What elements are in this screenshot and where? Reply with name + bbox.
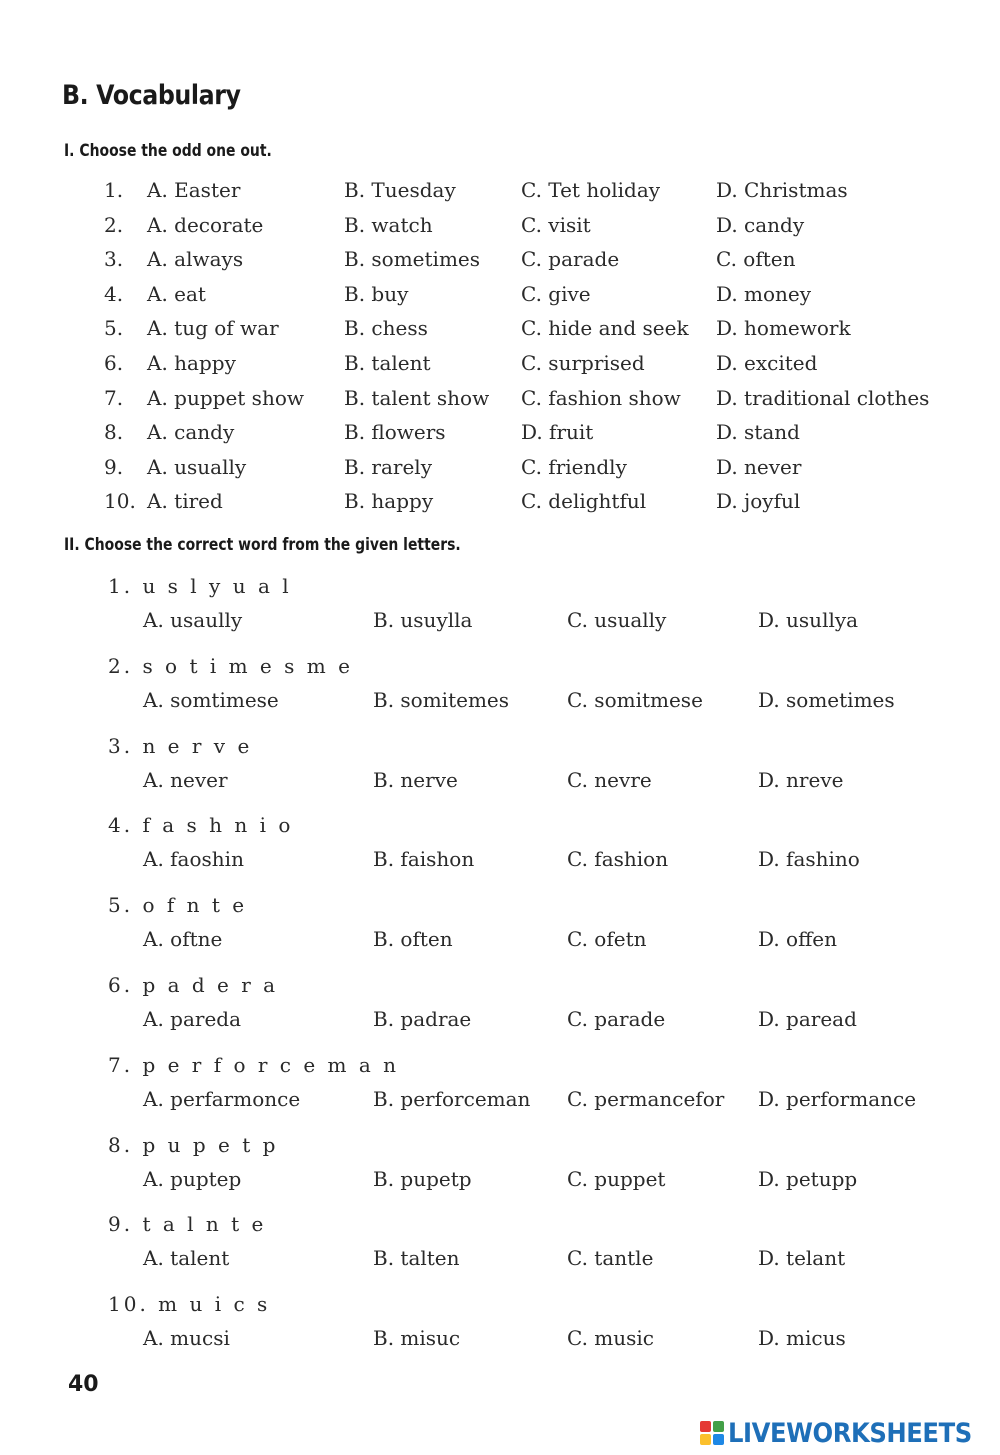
section1-heading: I. Choose the odd one out. <box>64 141 272 161</box>
option-a[interactable]: A. decorate <box>147 212 264 237</box>
option-b[interactable]: B. usuylla <box>373 608 473 632</box>
scrambled-word: 8. p u p e t p <box>108 1132 279 1157</box>
option-d[interactable]: D. candy <box>716 212 805 237</box>
scrambled-word: 10. m u i c s <box>108 1292 271 1317</box>
brand-name: LIVEWORKSHEETS <box>728 1417 972 1449</box>
option-b[interactable]: B. buy <box>344 281 409 306</box>
option-d[interactable]: D. excited <box>716 351 818 375</box>
question-number: 2. <box>104 212 124 237</box>
option-b[interactable]: B. often <box>373 927 453 952</box>
option-d[interactable]: D. performance <box>758 1086 917 1111</box>
option-d[interactable]: D. offen <box>758 927 838 952</box>
option-b[interactable]: B. watch <box>344 212 433 237</box>
option-c[interactable]: C. ofetn <box>567 927 647 952</box>
option-d[interactable]: D. homework <box>716 316 851 341</box>
option-d[interactable]: D. fashino <box>758 847 860 872</box>
option-a[interactable]: A. faoshin <box>143 847 244 872</box>
page-title: B. Vocabulary <box>62 80 241 111</box>
option-a[interactable]: A. puppet show <box>147 385 304 410</box>
option-b[interactable]: B. happy <box>344 489 434 514</box>
option-b[interactable]: B. talten <box>373 1246 460 1271</box>
option-d[interactable]: D. traditional clothes <box>716 385 930 410</box>
option-c[interactable]: C. delightful <box>521 489 647 514</box>
option-a[interactable]: A. puptep <box>143 1166 242 1191</box>
option-b[interactable]: B. pupetp <box>373 1166 472 1191</box>
question-number: 9. <box>104 454 124 479</box>
option-c[interactable]: C. permancefor <box>567 1086 725 1111</box>
option-d[interactable]: D. nreve <box>758 767 844 792</box>
option-c[interactable]: C. puppet <box>567 1166 666 1191</box>
option-a[interactable]: A. happy <box>147 351 236 375</box>
option-a[interactable]: A. never <box>143 767 228 792</box>
scrambled-word: 4. f a s h n i o <box>108 813 294 838</box>
option-b[interactable]: B. talent show <box>344 385 490 410</box>
page-number: 40 <box>68 1372 99 1397</box>
option-a[interactable]: A. pareda <box>143 1007 242 1031</box>
scrambled-word: 3. n e r v e <box>108 733 253 758</box>
section2-heading: II. Choose the correct word from the given letters. <box>64 535 461 555</box>
option-a[interactable]: A. usaully <box>143 608 243 632</box>
question-number: 7. <box>104 385 124 410</box>
option-d[interactable]: D. usullya <box>758 608 859 632</box>
option-d[interactable]: D. sometimes <box>758 687 895 712</box>
brand-logo-icon <box>700 1421 724 1445</box>
option-d[interactable]: D. joyful <box>716 489 801 514</box>
option-c[interactable]: C. hide and seek <box>521 316 689 341</box>
question-number: 8. <box>104 420 124 445</box>
option-c[interactable]: C. Tet holiday <box>521 178 661 202</box>
liveworksheets-logo[interactable] <box>700 1418 999 1448</box>
option-a[interactable]: A. tired <box>147 489 223 514</box>
option-d[interactable]: D. never <box>716 454 802 479</box>
option-c[interactable]: C. nevre <box>567 767 652 792</box>
option-c[interactable]: D. fruit <box>521 420 594 445</box>
option-c[interactable]: C. somitmese <box>567 687 703 712</box>
option-a[interactable]: A. candy <box>147 420 235 445</box>
option-d[interactable]: D. stand <box>716 420 800 445</box>
option-c[interactable]: C. give <box>521 281 591 306</box>
option-b[interactable]: B. padrae <box>373 1007 472 1031</box>
option-b[interactable]: B. rarely <box>344 454 432 479</box>
option-d[interactable]: D. Christmas <box>716 178 848 202</box>
question-number: 6. <box>104 351 124 375</box>
option-a[interactable]: A. eat <box>147 281 206 306</box>
option-c[interactable]: C. visit <box>521 212 591 237</box>
option-d[interactable]: D. micus <box>758 1326 846 1351</box>
option-d[interactable]: D. telant <box>758 1246 846 1271</box>
option-d[interactable]: C. often <box>716 247 796 272</box>
scrambled-word: 5. o f n t e <box>108 893 248 918</box>
option-a[interactable]: A. talent <box>143 1246 230 1271</box>
option-a[interactable]: A. oftne <box>143 927 223 952</box>
option-c[interactable]: C. parade <box>567 1007 666 1031</box>
option-c[interactable]: C. fashion show <box>521 385 681 410</box>
option-a[interactable]: A. mucsi <box>143 1326 230 1351</box>
scrambled-word: 6. p a d e r a <box>108 973 279 997</box>
option-a[interactable]: A. usually <box>147 454 247 479</box>
option-b[interactable]: B. misuc <box>373 1326 461 1351</box>
option-a[interactable]: A. perfarmonce <box>143 1086 301 1111</box>
scrambled-word: 1. u s l y u a l <box>108 574 292 598</box>
scrambled-word: 9. t a l n t e <box>108 1212 267 1237</box>
option-d[interactable]: D. paread <box>758 1007 857 1031</box>
option-d[interactable]: D. petupp <box>758 1166 858 1191</box>
option-a[interactable]: A. Easter <box>147 178 241 202</box>
question-number: 10. <box>104 489 136 514</box>
question-number: 1. <box>104 178 124 202</box>
option-a[interactable]: A. tug of war <box>147 316 279 341</box>
option-c[interactable]: C. fashion <box>567 847 669 872</box>
option-c[interactable]: C. tantle <box>567 1246 654 1271</box>
option-c[interactable]: C. surprised <box>521 351 645 375</box>
question-number: 3. <box>104 247 124 272</box>
option-c[interactable]: C. parade <box>521 247 620 272</box>
scrambled-word: 7. p e r f o r c e m a n <box>108 1052 400 1077</box>
option-b[interactable]: B. chess <box>344 316 428 341</box>
option-b[interactable]: B. somitemes <box>373 687 510 712</box>
scrambled-word: 2. s o t i m e s m e <box>108 653 353 678</box>
option-b[interactable]: B. talent <box>344 351 431 375</box>
option-a[interactable]: A. always <box>147 247 244 272</box>
option-c[interactable]: C. friendly <box>521 454 627 479</box>
option-b[interactable]: B. nerve <box>373 767 458 792</box>
option-a[interactable]: A. somtimese <box>143 687 279 712</box>
question-number: 5. <box>104 316 124 341</box>
option-b[interactable]: B. flowers <box>344 420 446 445</box>
option-c[interactable]: C. usually <box>567 608 667 632</box>
option-c[interactable]: C. music <box>567 1326 655 1351</box>
question-number: 4. <box>104 281 124 306</box>
option-d[interactable]: D. money <box>716 281 812 306</box>
option-b[interactable]: B. perforceman <box>373 1086 531 1111</box>
option-b[interactable]: B. sometimes <box>344 247 481 272</box>
option-b[interactable]: B. faishon <box>373 847 475 872</box>
option-b[interactable]: B. Tuesday <box>344 178 456 202</box>
